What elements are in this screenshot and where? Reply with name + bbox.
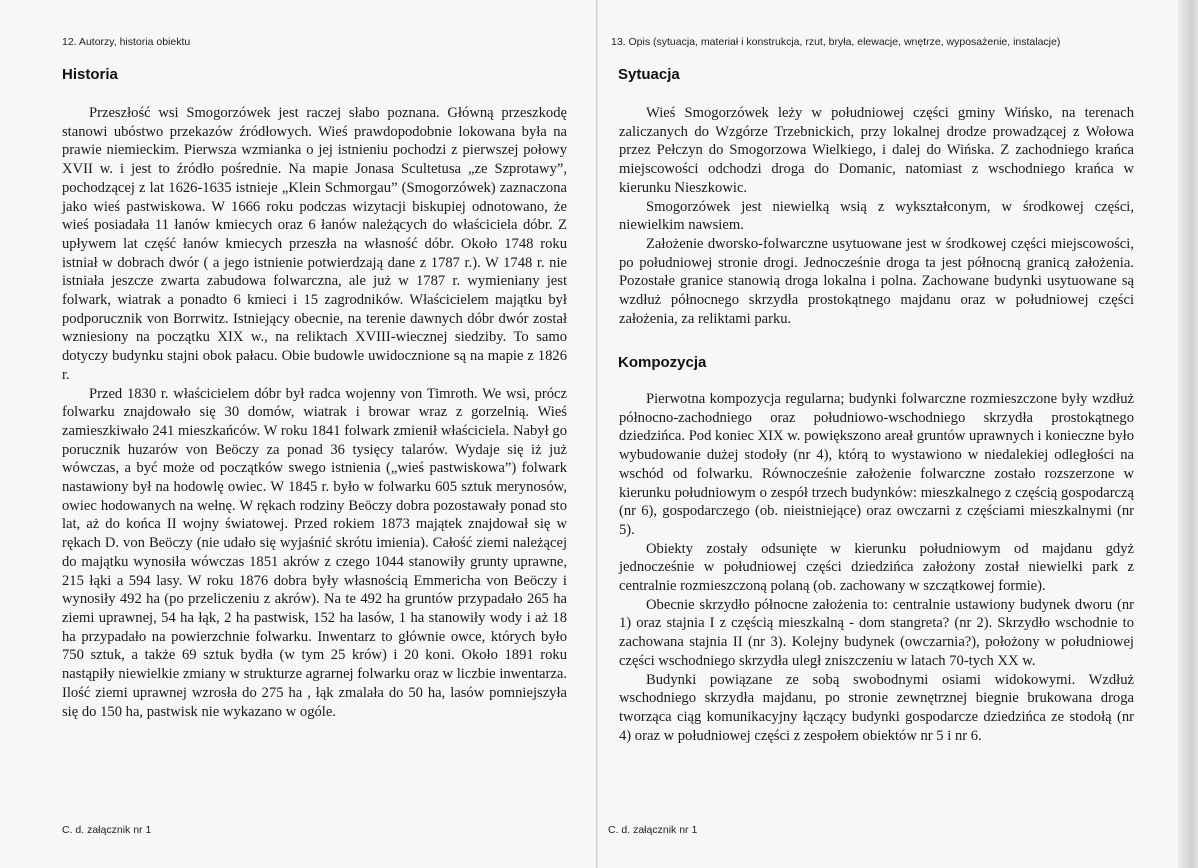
- kompozycja-text: [619, 390, 1134, 745]
- paragraph: Smogorzówek jest niewielką wsią z wykształconym, w środkowej części, niewielkim nawsiem.: [619, 198, 1134, 234]
- page-header: 12. Autorzy, historia obiektu: [62, 36, 191, 48]
- paragraph: Wieś Smogorzówek leży w południowej części gminy Wińsko, na terenach zaliczanych do Wzgórze Trzebnickich, przy lokalnej drodze prowadzącej z Wołowa przez Pełczyn do Smogorzowa Wielkiego, i dalej do Wińska. Z zachodniego krańca miejscowości odchodzi droga do Domanic, natomiast z wschodniego krańca w kierunku Nieszkowic.: [619, 105, 1134, 196]
- section-title-sytuacja: Sytuacja: [618, 66, 680, 83]
- right-page: [598, 0, 1198, 868]
- scan-right-edge: [1178, 0, 1198, 868]
- paragraph: Założenie dworsko-folwarczne usytuowane jest w środkowej części miejscowości, po południowej stronie drogi. Jednocześnie droga ta jest północną granicą założenia. Pozostałe granice stanowią droga lokalna i polna. Zachowane budynki usytuowane są wzdłuż północnego skrzydła prostokątnego majdanu oraz w południowej części założenia, za reliktami parku.: [619, 235, 1134, 327]
- page-footer: C. d. załącznik nr 1: [62, 824, 152, 836]
- paragraph: Przed 1830 r. właścicielem dóbr był radca wojenny von Timroth. We wsi, prócz folwarku znajdowało się 30 domów, wiatrak i browar wraz z gorzelnią. Wieś zamieszkiwało 241 mieszkańców. W roku 1841 folwark zmienił właściciela. Nabył go porucznik huzarów von Beöczy za ponad 36 tysięcy talarów. Wydaje się iż już wówczas, a być może od początków swego istnienia („wieś pastwiskowa”) folwark nastawiony był na hodowlę owiec. W 1845 r. było w folwarku 605 sztuk merynosów, owiec hodowanych na wełnę. W rękach rodziny Beöczy dobra pozostawały ponad sto lat, aż do końca II wojny światowej. Przed rokiem 1873 majątek znajdował się w rękach D. von Beöczy (nie udało się wyjaśnić skrótu imienia). Całość ziemi należącej do majątku wynosiła wówczas 1851 akrów z czego 1044 stanowiły grunty uprawne, 215 łąki a 594 lasy. W roku 1876 dobra były własnością Emmericha von Beöczy i wynosiły 492 ha (po przeliczeniu z akrów). Na te 492 ha gruntów przypadało 265 ha ziemi uprawnej, 54 ha łąk, 2 ha pastwisk, 152 ha lasów, 1 ha stanowiły wody i aż 18 ha przypadało na powierzchnie folwarku. Inwentarz to głównie owce, których było 750 sztuk, a także 69 sztuk bydła (w tym 25 krów) i 20 koni. Około 1891 roku nastąpiły niewielkie zmiany w strukturze agrarnej folwarku oraz w liczbie inwentarza. Ilość ziemi uprawnej wzrosła do 275 ha , łąk zmalała do 50 ha, lasów pomniejszyła się do 150 ha, pastwisk nie wykazano w ogóle.: [62, 385, 567, 720]
- paragraph: Budynki powiązane ze sobą swobodnymi osiami widokowymi. Wzdłuż wschodniego skrzydła majdanu, po stronie zewnętrznej biegnie brukowana droga tworząca ciąg komunikacyjny łączący budynki gospodarcze dziedzińca ze stodołą (nr 4) oraz w południowej części z zespołem obiektów nr 5 i nr 6.: [619, 671, 1134, 744]
- left-page: [0, 0, 598, 868]
- historia-text: [62, 104, 567, 721]
- paragraph: Obecnie skrzydło północne założenia to: centralnie ustawiony budynek dworu (nr 1) oraz stajnia I z częścią mieszkalną - dom stangreta? (nr 2). Skrzydło wschodnie to zachowana stajnia II (nr 3). Kolejny budynek (owczarnia?), położony w południowej części wschodniego skrzydła uległ zniszczeniu w latach 70-tych XX w.: [619, 596, 1134, 669]
- section-title-historia: Historia: [62, 66, 118, 83]
- section-title-kompozycja: Kompozycja: [618, 354, 707, 371]
- paragraph: Przeszłość wsi Smogorzówek jest raczej słabo poznana. Główną przeszkodę stanowi ubóstwo przekazów źródłowych. Wieś prawdopodobnie lokowana była na prawie niemieckim. Pierwsza wzmianka o jej istnieniu pochodzi z pierwszej połowy XVII w. i jest to źródło pośrednie. Na mapie Jonasa Scultetusa „ze Szprotawy”, pochodzącej z lat 1626-1635 istnieje „Klein Schmorgau” (Smogorzówek) zaznaczona jako wieś pastwiskowa. W 1666 roku podczas wizytacji biskupiej odnotowano, że wieś posiadała 11 łanów kmiecych oraz 6 łanów należących do właściciela dóbr. Z upływem lat część łanów kmiecych przeszła na własność dóbr. Około 1748 roku istniał w dobrach dwór ( a jego istnienie potwierdzają dane z 1787 r.). W 1748 r. nie istniała jeszcze zwarta zabudowa folwarczna, ale już w 1787 r. wymieniany jest folwark, wiatrak a ponadto 6 kmieci i 15 zagrodników. Właścicielem majątku był podporucznik von Borrwitz. Istniejący obecnie, na terenie dawnych dóbr dwór został wzniesiony na początku XIX w., na reliktach XVIII-wiecznej siedziby. To samo dotyczy budynku stajni obok pałacu. Obie budowle uwidocznione są na mapie z 1826 r.: [62, 105, 567, 383]
- paragraph: Obiekty zostały odsunięte w kierunku południowym od majdanu gdyż jednocześnie w południowej części dziedzińca założony został niewielki park z centralnie rozmieszczoną polaną (ob. zachowany w szczątkowej formie).: [619, 540, 1134, 595]
- sytuacja-text: [619, 104, 1134, 328]
- page-footer: C. d. załącznik nr 1: [608, 824, 698, 836]
- page-header: 13. Opis (sytuacja, materiał i konstrukcja, rzut, bryła, elewacje, wnętrze, wyposażenie, instalacje): [611, 36, 1061, 48]
- paragraph: Pierwotna kompozycja regularna; budynki folwarczne rozmieszczone były wzdłuż północno-zachodniego oraz południowo-wschodniego skrzydła prostokątnego dziedzińca. Pod koniec XIX w. powiększono areał gruntów uprawnych i konieczne było wybudowanie dużej stodoły (nr 4), którą to wystawiono w niedalekiej odległości na wschód od folwarku. Równocześnie założenie folwarczne zostało rozszerzone w kierunku południowym o zespół trzech budynków: mieszkalnego z częścią gospodarczą (nr 6), gospodarczego (ob. nieistniejące) oraz owczarni z częściami mieszkalnymi (nr 5).: [619, 391, 1134, 538]
